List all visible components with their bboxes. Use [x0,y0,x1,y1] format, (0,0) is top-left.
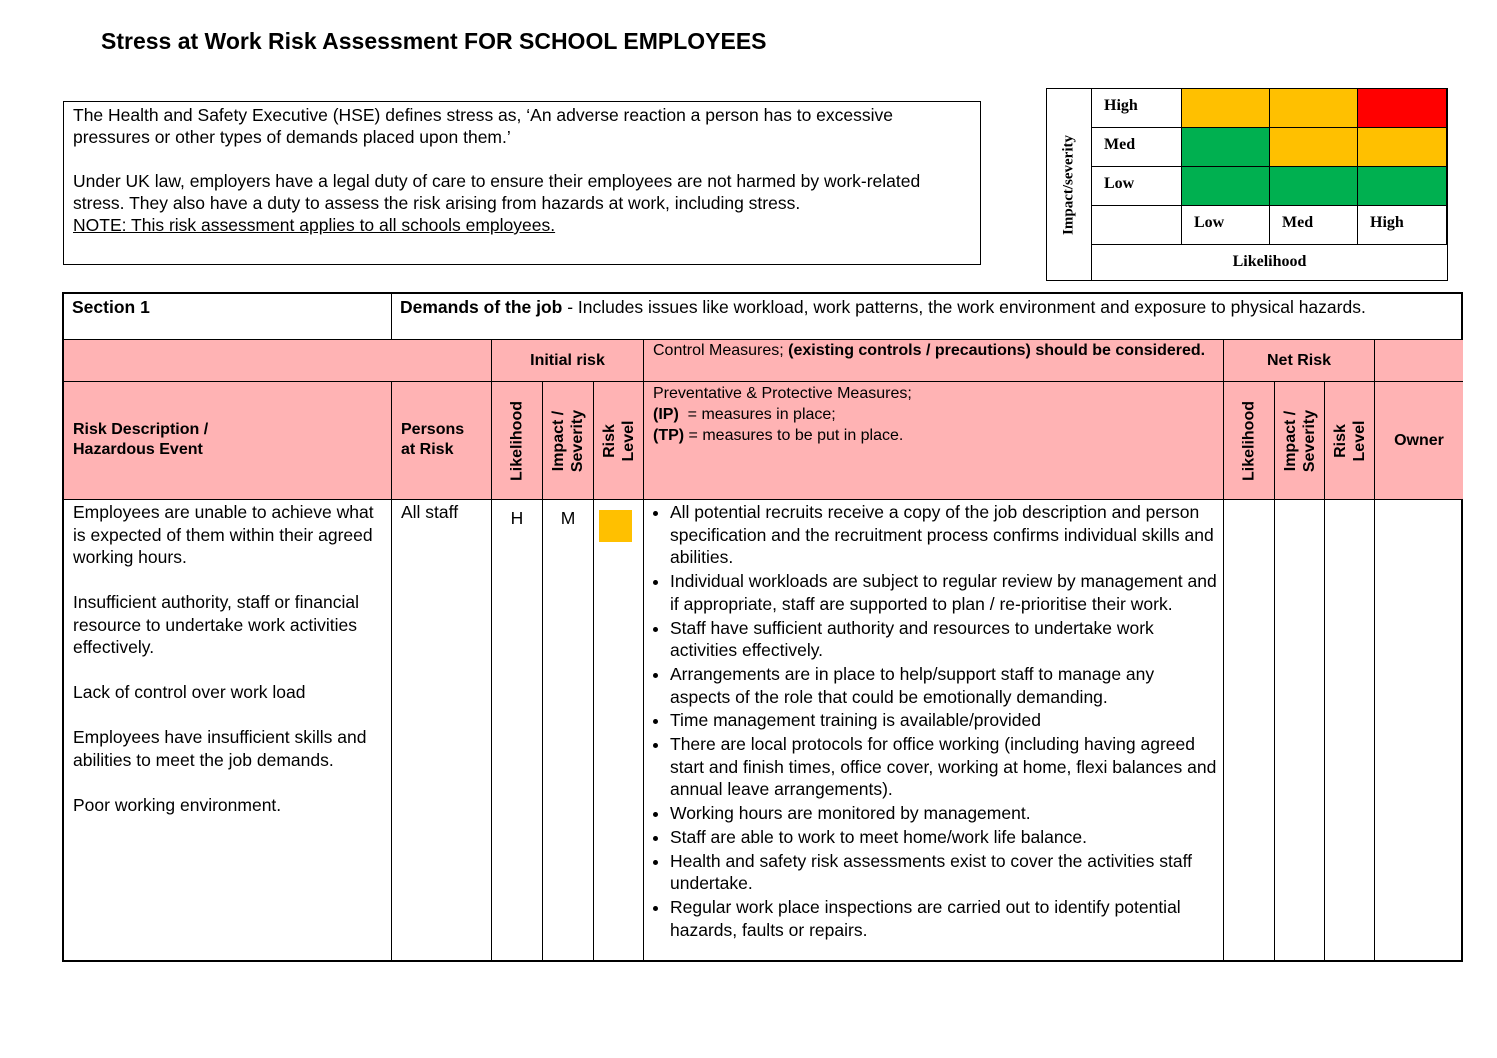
risk-description-item: Employees are unable to achieve what is expected of them within their agreed working hours. [73,502,374,567]
owner-cell [1375,500,1463,962]
matrix-row-label-high: High [1092,89,1182,128]
header-tp-line [653,425,1214,446]
matrix-corner-blank [1092,206,1182,245]
header-initial-likelihood [492,382,543,500]
risk-description-item: Insufficient authority, staff or financial resource to undertake work activities effectively. [73,592,359,657]
header-blank [64,340,492,382]
matrix-cell-low-high [1358,167,1447,206]
measure-item: • Working hours are monitored by management. [670,802,1217,825]
header-risk-description [64,382,392,500]
header-net-risk-level [1325,382,1375,500]
matrix-col-label-low: Low [1182,206,1270,245]
measure-item: • Individual workloads are subject to regular review by management and if appropriate, staff are supported to plan / re-prioritise their work. [670,570,1217,615]
intro-note: NOTE: This risk assessment applies to all schools employees. [73,215,556,235]
matrix-row-label-low: Low [1092,167,1182,206]
measure-item: • Staff are able to work to meet home/work life balance. [670,826,1217,849]
measure-item: • Staff have sufficient authority and resources to undertake work activities effectively. [670,617,1217,662]
matrix-cell-high-low [1182,89,1270,128]
header-tp-text: = measures to be put in place. [684,427,904,444]
persons-at-risk-cell: All staff [392,500,492,962]
risk-level-swatch [599,510,632,542]
matrix-y-axis [1047,89,1092,281]
intro-box [63,101,981,265]
header-net-likelihood [1224,382,1275,500]
initial-impact-cell: M [543,500,594,962]
measure-item: • Regular work place inspections are carried out to identify potential hazards, faults or repairs. [670,896,1217,941]
risk-description-cell [64,500,392,962]
section-description [392,294,1463,340]
measure-item: • There are local protocols for office working (including having agreed start and finish times, office cover, working at home, flexi balances and annual leave arrangements). [670,733,1217,801]
header-control-plain: Control Measures; [653,342,789,359]
matrix-row-label-med: Med [1092,128,1182,167]
header-ip-text: = measures in place; [678,406,836,423]
intro-definition: The Health and Safety Executive (HSE) defines stress as, ‘An adverse reaction a person has to excessive pressures or other types of demands placed upon them.’ [73,105,893,147]
section-label: Section 1 [64,294,392,340]
net-impact-cell [1275,500,1325,962]
section-title: Demands of the job [400,297,563,317]
header-ip-line [653,404,1214,425]
header-initial-impact [543,382,594,500]
header-net-impact-line2: Severity [1300,409,1318,472]
matrix-cell-med-low [1182,128,1270,167]
measure-item: • Arrangements are in place to help/support staff to manage any aspects of the role that could be emotionally demanding. [670,663,1217,708]
matrix-cell-high-high [1358,89,1447,128]
header-initial-risk-line1: Risk [600,423,618,458]
header-ip-code: (IP) [653,406,679,423]
section-detail: - Includes issues like workload, work patterns, the work environment and exposure to physical hazards. [562,297,1366,317]
header-initial-risk-level [594,382,644,500]
initial-risk-level-cell [594,500,644,962]
risk-description-item: Poor working environment. [73,794,282,815]
header-net-impact [1275,382,1325,500]
matrix-cell-med-high [1358,128,1447,167]
header-initial-impact-line2: Severity [569,409,586,472]
header-net-impact-label [1281,409,1319,471]
risk-description-item: Lack of control over work load [73,682,306,702]
matrix-col-label-med: Med [1270,206,1358,245]
header-initial-risk-level-label [600,420,638,461]
header-risk-description-line2: Hazardous Event [73,441,203,458]
matrix-cell-med-med [1270,128,1358,167]
header-net-risk: Net Risk [1224,340,1375,382]
measures-list [646,501,1217,941]
header-initial-risk-line2: Level [619,420,637,461]
header-net-risk-level-label [1331,420,1369,461]
page-title: Stress at Work Risk Assessment FOR SCHOOL EMPLOYEES [101,28,767,54]
risk-description-item: Employees have insufficient skills and abilities to meet the job demands. [73,727,367,770]
header-owner: Owner [1375,382,1463,500]
initial-likelihood-cell: H [492,500,543,962]
risk-matrix [1046,88,1448,281]
header-preventative-line: Preventative & Protective Measures; [653,385,912,402]
measure-item: • All potential recruits receive a copy of the job description and person specification and the recruitment process confirms individual skills and abilities. [670,501,1217,569]
net-risk-level-cell [1325,500,1375,962]
header-owner-top-blank [1375,340,1463,382]
intro-legal-duty: Under UK law, employers have a legal duty of care to ensure their employees are not harmed by work-related stress. They also have a duty to assess the risk arising from hazards at work, including stress. [73,171,921,213]
header-control-measures [644,340,1224,382]
header-control-bold: (existing controls / precautions) should be considered. [788,342,1206,359]
header-initial-risk: Initial risk [492,340,644,382]
header-net-likelihood-label: Likelihood [1240,400,1258,481]
header-initial-impact-label [549,409,587,471]
net-likelihood-cell [1224,500,1275,962]
measure-item: • Time management training is available/provided [670,709,1217,732]
header-tp-code: (TP) [653,427,685,444]
control-measures-cell [644,500,1224,962]
matrix-cell-low-low [1182,167,1270,206]
header-initial-impact-line1: Impact / [550,410,567,471]
matrix-y-axis-label: Impact/severity [1060,135,1077,235]
header-net-impact-line1: Impact / [1281,410,1299,471]
matrix-cell-low-med [1270,167,1358,206]
matrix-col-label-high: High [1358,206,1447,245]
header-persons-line1: Persons [401,421,465,438]
header-persons-line2: at Risk [401,441,454,458]
header-initial-likelihood-label: Likelihood [508,400,526,481]
header-risk-description-line1: Risk Description / [73,421,209,438]
header-net-risk-line2: Level [1350,420,1368,461]
matrix-cell-high-med [1270,89,1358,128]
measure-item: • Health and safety risk assessments exist to cover the activities staff undertake. [670,850,1217,895]
matrix-x-axis-label: Likelihood [1232,253,1307,270]
header-net-risk-line1: Risk [1331,423,1349,458]
risk-assessment-table [62,292,1463,962]
header-preventative-measures [644,382,1224,500]
header-persons-at-risk [392,382,492,500]
